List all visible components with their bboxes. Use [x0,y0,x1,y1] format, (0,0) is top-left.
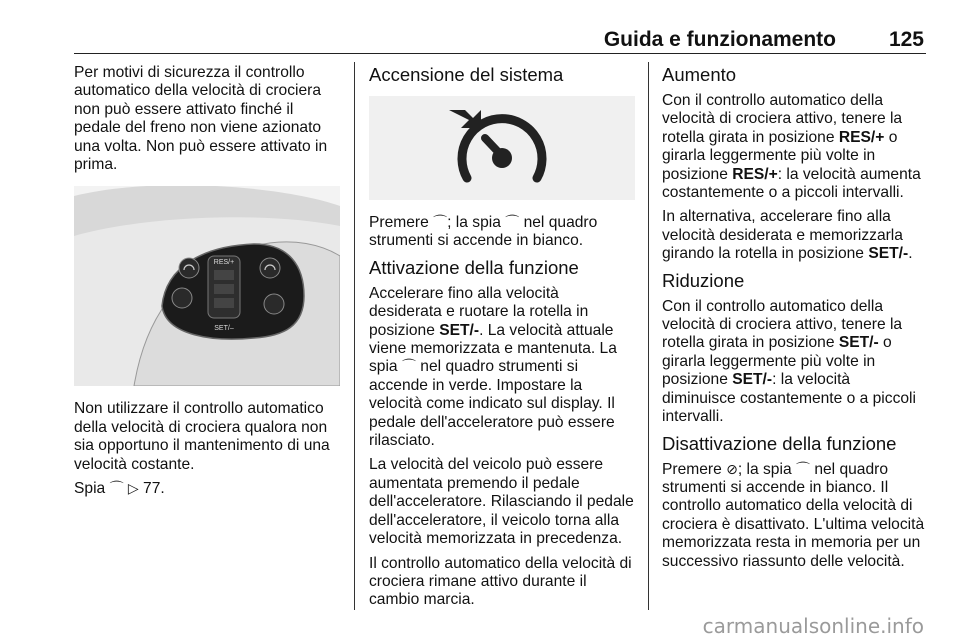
cruise-control-icon: ⌒ [433,215,448,231]
distance-button [264,294,284,314]
column-3 [662,64,928,577]
heading-reduction: Riduzione [662,269,745,291]
steering-wheel-illustration [74,186,340,386]
activation-paragraph: Premere ⌒; la spia ⌒ nel quadro strumenti si accende in bianco. [369,214,598,250]
safety-paragraph: Per motivi di sicurezza il controllo automatico della velocità di crociera non può essere attivato finché il pedale del freno non viene azionato una volta. Non può essere attivato in prima. [74,64,328,174]
column-2 [369,64,635,616]
deactivation-paragraph: Premere ⊘; la spia ⌒ nel quadro strumenti si accende in bianco. Il controllo automatico della velocità di crociera è disattivato. L'ultima velocità memorizzata resta in memoria per un successivo riassunto delle velocità. [662,460,925,570]
header-rule [74,53,926,54]
column-divider-1 [354,62,355,610]
limiter-button [172,288,192,308]
speedometer-symbol-illustration [369,96,635,200]
res-label: RES/+ [213,259,235,267]
watermark: carmanualsonline.info [702,614,924,638]
speed-increase-paragraph: La velocità del veicolo può essere aumentata premendo il pedale dell'acceleratore. Rilasciando il pedale dell'acceleratore, il veicolo torna alla velocità memorizzata in precedenza. [369,456,634,548]
cruise-off-icon: ⊘ [726,461,738,478]
set-label: SET/– [214,325,234,333]
cruise-indicator-icon: ⌒ [109,481,124,498]
page-header [74,0,926,52]
indicator-reference: Spia ⌒ ▷ 77. [74,480,165,498]
cruise-on-button [179,258,199,278]
column-divider-2 [648,62,649,610]
cruise-indicator-icon: ⌒ [505,215,520,231]
heading-function-activation: Attivazione della funzione [369,256,579,278]
reduction-paragraph: Con il controllo automatico della velocità di crociera attivo, tenere la rotella girata in posizione SET/- o girarla leggermente più volte in posizione SET/-: la velocità diminuisce costantemente o a piccoli intervalli. [662,297,916,426]
heading-deactivation: Disattivazione della funzione [662,432,897,454]
page-number: 125 [888,28,924,51]
gear-change-paragraph: Il controllo automatico della velocità di crociera rimane attivo durante il cambio marcia. [369,554,632,609]
increase-paragraph: Con il controllo automatico della velocità di crociera attivo, tenere la rotella girata in posizione RES/+ o girarla leggermente più volte in posizione RES/+: la velocità aumenta costantemente o a piccoli intervalli. [662,92,921,202]
warning-paragraph: Non utilizzare il controllo automatico della velocità di crociera qualora non sia opportuno il mantenimento di una velocità costante. [74,400,330,473]
cruise-off-button [260,258,280,278]
page-reference-icon: ▷ [127,481,139,498]
function-activation-paragraph: Accelerare fino alla velocità desiderata e ruotare la rotella in posizione SET/-. La velocità attuale viene memorizzata e mantenuta. La spia ⌒ nel quadro strumenti si accende in verde. Impostare la velocità come indicato sul display. Il pedale dell'acceleratore può essere rilasciato. [369,284,617,450]
heading-system-activation: Accensione del sistema [369,64,564,85]
cruise-indicator-icon: ⌒ [795,461,810,478]
alternative-paragraph: In alternativa, accelerare fino alla velocità desiderata e memorizzarla girando la rotella in posizione SET/-. [662,208,913,263]
column-1 [74,64,340,504]
cruise-indicator-icon: ⌒ [401,359,416,376]
page-title: Guida e funzionamento [603,28,836,51]
heading-increase: Aumento [662,64,737,85]
